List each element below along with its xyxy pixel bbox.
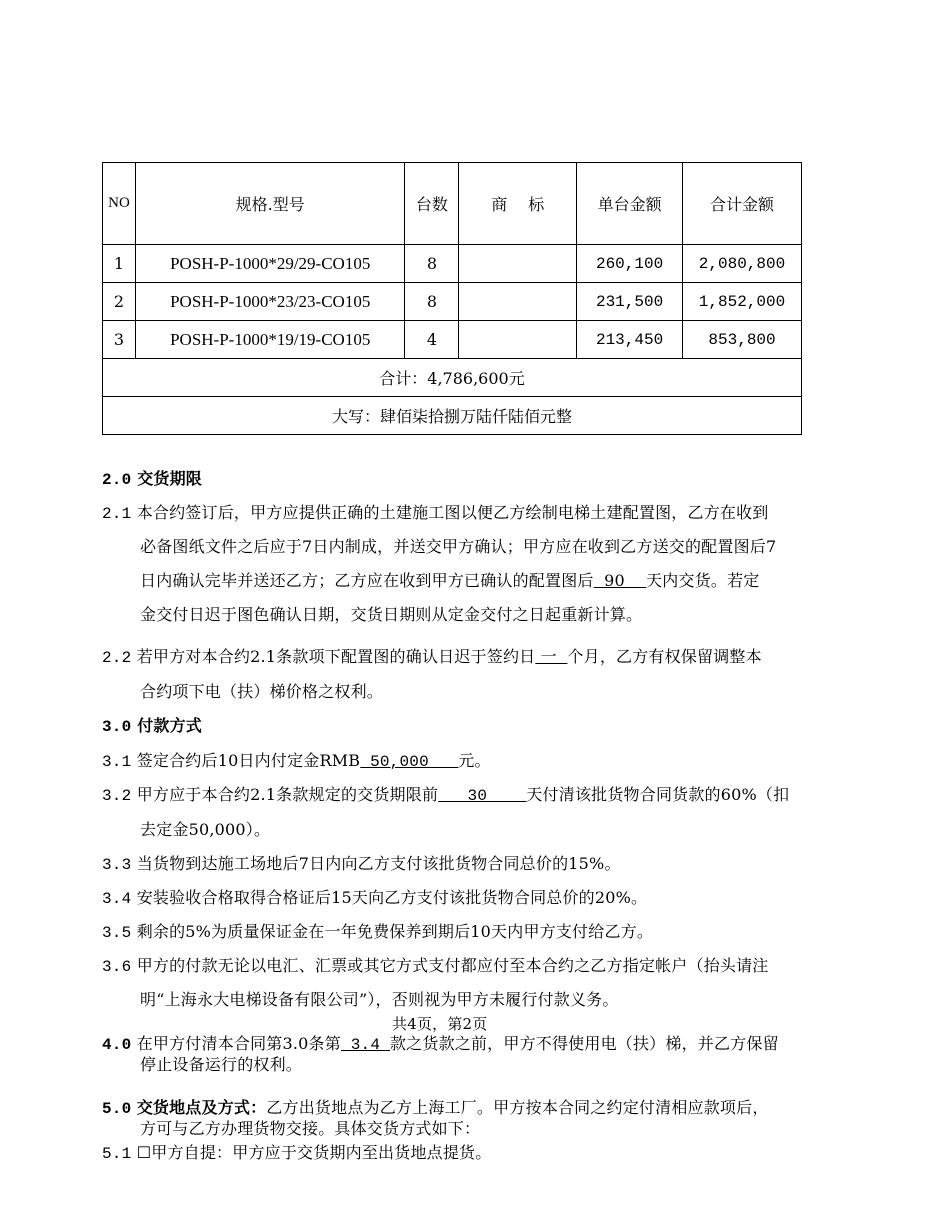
cell-unit-price: 260,100 [577, 245, 683, 283]
cell-unit-price: 231,500 [577, 283, 683, 321]
cell-quantity: 8 [405, 245, 459, 283]
clause-3-6-line-1 [102, 953, 769, 976]
header-quantity: 台数 [405, 163, 459, 245]
clause-text: 在甲方付清本合同第3.0条第 [136, 1034, 341, 1053]
header-no: NO [103, 163, 136, 245]
clause-2-1-line-4: 金交付日迟于图色确认日期，交货日期则从定金交付之日起重新计算。 [140, 605, 643, 624]
clause-text: 款之货款之前，甲方不得使用电（扶）梯，并乙方保留 [389, 1034, 779, 1053]
table-row [103, 283, 802, 321]
clause-3-1 [102, 748, 491, 771]
clause-number: 3.2 [102, 787, 132, 805]
clause-text: 甲方自提：甲方应于交货期内至出货地点提货。 [151, 1143, 492, 1162]
section-number: 2.0 [102, 471, 132, 489]
header-unit-price: 单台金额 [577, 163, 683, 245]
clause-2-1-line-3 [140, 568, 760, 591]
clause-text: 个月，乙方有权保留调整本 [567, 647, 762, 666]
clause-text: 剩余的5%为质量保证金在一年免费保养到期后10天内甲方支付给乙方。 [136, 922, 654, 941]
cell-no: 3 [103, 321, 136, 359]
total-amount: 合计：4,786,600元 [103, 359, 802, 397]
clause-number: 3.1 [102, 753, 132, 771]
checkbox-icon[interactable]: ☐ [136, 1143, 152, 1162]
table-total-row [103, 359, 802, 397]
page-footer: 共4页，第2页 [392, 1015, 488, 1033]
header-brand: 商 标 [459, 163, 577, 245]
section-number: 3.0 [102, 718, 132, 736]
clause-text: 甲方的付款无论以电汇、汇票或其它方式支付都应付至本合约之乙方指定帐户（抬头请注 [136, 956, 769, 975]
clause-2-2-line-1 [102, 644, 762, 667]
price-table [102, 162, 802, 435]
clause-3-2-line-1 [102, 782, 789, 805]
cell-model: POSH-P-1000*29/29-CO105 [135, 245, 405, 283]
clause-3-2-line-2: 去定金50,000）。 [140, 820, 271, 839]
cell-model: POSH-P-1000*19/19-CO105 [135, 321, 405, 359]
section-title: 交货地点及方式： [136, 1098, 267, 1117]
cell-brand [459, 245, 577, 283]
clause-2-1-line-1 [102, 500, 769, 523]
section-4-line-1 [102, 1031, 779, 1054]
clause-text: 日内确认完毕并送还乙方；乙方应在收到甲方已确认的配置图后 [140, 571, 594, 590]
clause-number: 3.5 [102, 924, 132, 942]
cell-model: POSH-P-1000*23/23-CO105 [135, 283, 405, 321]
clause-5-1 [102, 1140, 491, 1163]
clause-number: 3.3 [102, 856, 132, 874]
cell-brand [459, 321, 577, 359]
cell-total-price: 1,852,000 [683, 283, 802, 321]
header-total-price: 合计金额 [683, 163, 802, 245]
clause-number: 2.2 [102, 649, 132, 667]
section-title: 付款方式 [137, 716, 202, 735]
section-4-line-2: 停止设备运行的权利。 [140, 1055, 303, 1074]
clause-ref-value: 3.4 [340, 1036, 390, 1054]
cell-brand [459, 283, 577, 321]
header-model: 规格.型号 [135, 163, 405, 245]
total-amount-words: 大写：肆佰柒拾捌万陆仟陆佰元整 [103, 397, 802, 435]
clause-3-5 [102, 919, 653, 942]
section-2-heading [102, 466, 202, 489]
clause-3-4 [102, 885, 647, 908]
cell-no: 2 [103, 283, 136, 321]
cell-no: 1 [103, 245, 136, 283]
clause-text: 乙方出货地点为乙方上海工厂。甲方按本合同之约定付清相应款项后， [266, 1098, 769, 1117]
payment-days-value: 30 [438, 787, 527, 805]
cell-total-price: 853,800 [683, 321, 802, 359]
deposit-amount: 50,000 [360, 753, 459, 771]
clause-3-6-line-2: 明“上海永大电梯设备有限公司”），否则视为甲方未履行付款义务。 [140, 990, 619, 1009]
months-value: 一 [535, 647, 568, 666]
table-total-words-row [103, 397, 802, 435]
section-number: 5.0 [102, 1100, 132, 1118]
section-5-line-1 [102, 1095, 769, 1118]
clause-2-2-line-2: 合约项下电（扶）梯价格之权利。 [140, 682, 384, 701]
clause-number: 3.6 [102, 958, 132, 976]
clause-number: 3.4 [102, 890, 132, 908]
clause-text: 签定合约后10日内付定金RMB [136, 751, 361, 770]
section-title: 交货期限 [137, 469, 202, 488]
clause-text: 甲方应于本合约2.1条款规定的交货期限前 [131, 785, 439, 804]
table-header-row [103, 163, 802, 245]
section-3-heading [102, 713, 202, 736]
clause-3-3 [102, 851, 621, 874]
clause-text: 元。 [458, 751, 491, 770]
clause-text: 安装验收合格取得合格证后15天向乙方支付该批货物合同总价的20%。 [136, 888, 648, 907]
cell-unit-price: 213,450 [577, 321, 683, 359]
delivery-days-value: 90 [593, 571, 647, 590]
clause-number: 5.1 [102, 1145, 132, 1163]
clause-2-1-line-2: 必备图纸文件之后应于7日内制成，并送交甲方确认；甲方应在收到乙方送交的配置图后7 [140, 537, 777, 556]
clause-text: 若甲方对本合约2.1条款项下配置图的确认日迟于签约日 [136, 647, 536, 666]
cell-quantity: 4 [405, 321, 459, 359]
section-5-line-2: 方可与乙方办理货物交接。具体交货方式如下： [140, 1119, 481, 1138]
clause-text: 本合约签订后，甲方应提供正确的土建施工图以便乙方绘制电梯土建配置图，乙方在收到 [136, 503, 769, 522]
table-row [103, 321, 802, 359]
clause-text: 天付清该批货物合同货款的60%（扣 [526, 785, 790, 804]
clause-number: 2.1 [102, 505, 132, 523]
cell-total-price: 2,080,800 [683, 245, 802, 283]
cell-quantity: 8 [405, 283, 459, 321]
clause-text: 天内交货。若定 [646, 571, 760, 590]
table-row [103, 245, 802, 283]
clause-text: 当货物到达施工场地后7日内向乙方支付该批货物合同总价的15%。 [136, 854, 621, 873]
section-number: 4.0 [102, 1036, 132, 1054]
